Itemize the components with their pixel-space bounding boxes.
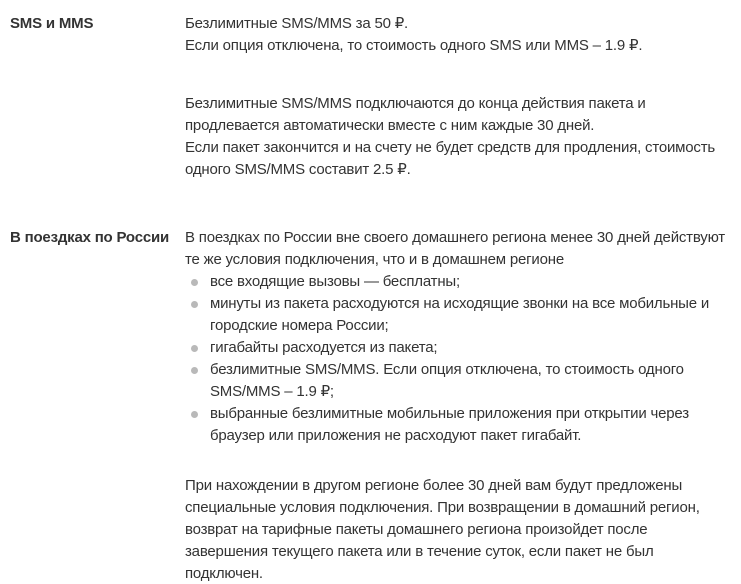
bullet-icon (191, 279, 198, 286)
bullet-icon (191, 367, 198, 374)
text-line: В поездках по России вне своего домашнего региона менее 30 дней действуют те же условия подключения, что и в домашнем регионе (185, 229, 725, 268)
paragraph-sms-renewal (185, 93, 733, 181)
text-line: При нахождении в другом регионе более 30 дней вам будут предложены специальные условия подключения. При возвращении в домашний регион, возврат на тарифные пакеты домашнего региона произойдет после завершения текущего пакета или в течение суток, если пакет не был подключен. (185, 477, 700, 582)
list-item (185, 271, 733, 293)
section-content-travel-russia (185, 227, 733, 584)
section-label-sms-mms: SMS и MMS (10, 15, 94, 32)
section-label-travel-russia: В поездках по России (10, 229, 170, 246)
list-item-text: гигабайты расходуется из пакета; (210, 339, 438, 356)
text-line: Если опция отключена, то стоимость одного SMS или MMS – 1.9 ₽. (185, 37, 643, 54)
bullet-icon (191, 345, 198, 352)
text-line: Безлимитные SMS/MMS подключаются до конца действия пакета и продлевается автоматически вместе с ним каждые 30 дней. (185, 95, 646, 134)
list-item-text: безлимитные SMS/MMS. Если опция отключена, то стоимость одного SMS/MMS – 1.9 ₽; (210, 361, 684, 400)
section-travel-russia (10, 227, 733, 584)
list-item (185, 337, 733, 359)
list-item (185, 359, 733, 403)
paragraph-sms-price (185, 13, 733, 57)
text-line: Если пакет закончится и на счету не будет средств для продления, стоимость одного SMS/MMS составит 2.5 ₽. (185, 139, 716, 178)
paragraph-travel-outro (185, 475, 733, 584)
travel-conditions-list (185, 271, 733, 447)
list-item-text: выбранные безлимитные мобильные приложения при открытии через браузер или приложения не расходуют пакет гигабайт. (210, 405, 689, 444)
paragraph-travel-intro (185, 227, 733, 271)
list-item-text: все входящие вызовы — бесплатны; (210, 273, 460, 290)
bullet-icon (191, 411, 198, 418)
list-item (185, 403, 733, 447)
list-item-text: минуты из пакета расходуются на исходящие звонки на все мобильные и городские номера России; (210, 295, 710, 334)
list-item (185, 293, 733, 337)
section-content-sms-mms (185, 13, 733, 181)
text-line: Безлимитные SMS/MMS за 50 ₽. (185, 15, 409, 32)
bullet-icon (191, 301, 198, 308)
section-sms-mms (10, 13, 733, 181)
